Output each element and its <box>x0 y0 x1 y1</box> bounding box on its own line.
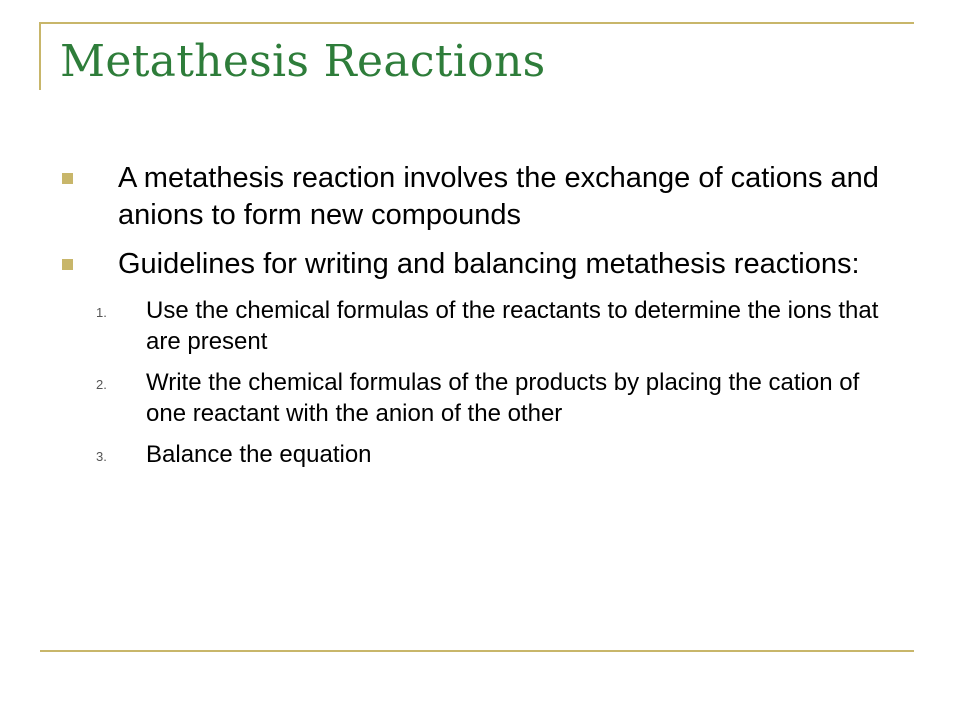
frame-top-line <box>40 22 914 24</box>
bullet-text: A metathesis reaction involves the exchange of cations and anions to form new compounds <box>118 162 879 231</box>
step-number: 3. <box>96 449 107 464</box>
step-text: Use the chemical formulas of the reactants to determine the ions that are present <box>146 297 879 355</box>
bullet-item <box>62 160 902 234</box>
numbered-step <box>62 295 902 357</box>
step-number: 1. <box>96 305 107 320</box>
slide-title: Metathesis Reactions <box>60 36 546 87</box>
numbered-step <box>62 439 902 470</box>
bullet-text: Guidelines for writing and balancing metathesis reactions: <box>118 248 860 280</box>
frame-bottom-line <box>40 650 914 652</box>
numbered-step <box>62 367 902 429</box>
bullet-item <box>62 246 902 283</box>
frame-left-line <box>39 22 41 90</box>
square-bullet-icon <box>62 259 73 270</box>
step-text: Write the chemical formulas of the products by placing the cation of one reactant with the anion of the other <box>146 369 860 427</box>
square-bullet-icon <box>62 173 73 184</box>
step-text: Balance the equation <box>146 441 372 468</box>
slide-content <box>62 160 902 480</box>
step-number: 2. <box>96 377 107 392</box>
